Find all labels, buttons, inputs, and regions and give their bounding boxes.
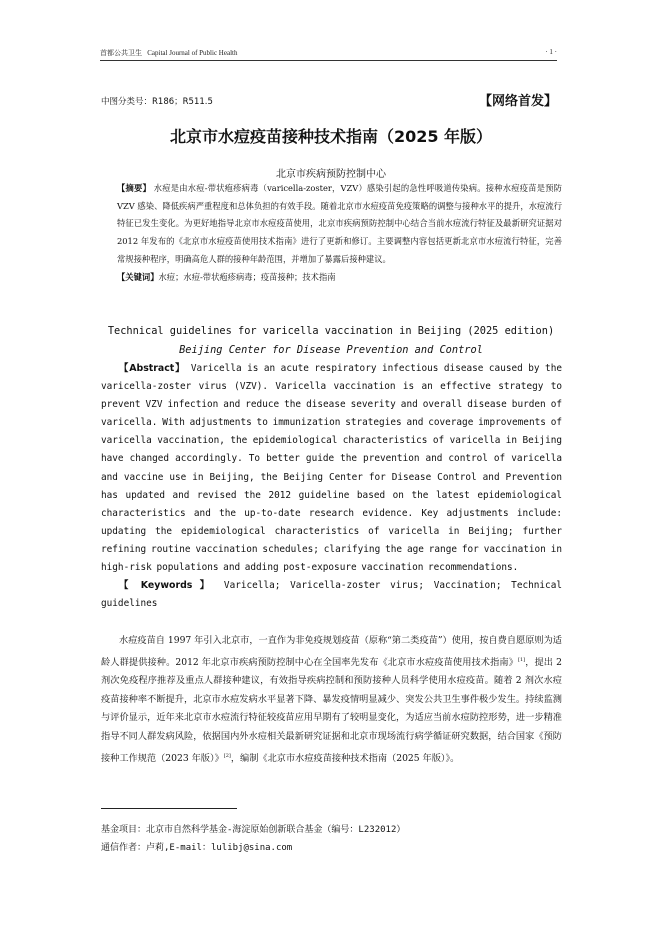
body-text-2: ，提出 2 剂次免疫程序推荐及重点人群接种建议，有效指导疾病控制和预防接种人员科学使用水痘疫苗。随着 2 剂次水痘疫苗接种率不断提升，北京市水痘发病水平显著下降、暴发疫情明显减少、突发公共卫生事件极少发生。持续监测与评价显示，近年来北京市水痘流行特征较疫苗应用早期有了较明显变化，为适应当前水痘防控形势，进一步精准指导不同人群发病风险，依据国内外水痘相关最新研究证据和北京市现场流行病学循证研究数据，结合国家《预防接种工作规范（2023 年版）》 [101,656,562,764]
author-label: 通信作者： [101,843,147,853]
body-paragraph [101,632,562,768]
keywords-en-label: 【 Keywords 】 [119,580,215,592]
footnote-author [101,840,292,853]
reference-2[interactable]: [2] [223,752,231,759]
english-organization: Beijing Center for Disease Prevention and Control [179,344,483,356]
english-title: Technical guidelines for varicella vaccination in Beijing (2025 edition) [107,325,555,337]
journal-name [100,48,237,58]
author-contact: 卢莉,E-mail：lulibj@sina.com [146,843,293,853]
author-organization: 北京市疾病预防控制中心 [276,169,386,180]
abstract-cn-paragraph [101,180,562,269]
header-divider [100,60,557,61]
abstract-cn-text: 水痘是由水痘-带状疱疹病毒（varicella-zoster，VZV）感染引起的急性呼吸道传染病。接种水痘疫苗是预防 VZV 感染、降低疾病严重程度和总体负担的有效手段。随着北京市水痘疫苗免疫策略的调整与接种水平的提升，水痘流行特征已发生变化。为更好地指导北京市水痘疫苗使用，北京市疾病预防控制中心结合当前水痘流行特征及最新研究证据对 2012 年发布的《北京市水痘疫苗使用技术指南》进行了更新和修订。主要调整内容包括更新北京市水痘流行特征，完善常规接种程序，明确高危人群的接种年龄范围，并增加了暴露后接种建议。 [117,183,562,264]
abstract-cn-label: 【摘要】 [117,183,151,193]
abstract-en-label: 【Abstract】 [119,363,186,374]
page-number: · 1 · [545,48,557,56]
abstract-en [101,360,562,613]
fund-label: 基金项目： [101,825,147,835]
footnote-fund [101,822,405,835]
keywords-cn-text: 水痘；水痘-带状疱疹病毒；疫苗接种；技术指南 [158,271,336,282]
reference-1[interactable]: [1] [518,656,526,663]
fund-text: 北京市自然科学基金-海淀原始创新联合基金（编号：L232012） [146,825,406,835]
abstract-en-text: Varicella is an acute respiratory infectious disease caused by the varicella-zoster virus (VZV). Varicella vaccination is an effective strategy to prevent VZV infection and reduce the disease severity and overall disease burden of varicella. With adjustments to immunization strategies and coverage improvements of varicella vaccination, the epidemiological characteristics of varicella in Beijing have changed accordingly. To better guide the prevention and control of varicella and vaccine use in Beijing, the Beijing Center for Disease Control and Prevention has updated and revised the 2012 guideline based on the latest epidemiological characteristics and the up-to-date research evidence. Key adjustments include: updating the epidemiological characteristics of varicella in Beijing; further refining routine vaccination schedules; clarifying the age range for vaccination in high-risk populations and adding post-exposure vaccination recommendations. [101,363,562,574]
classification-number: 中图分类号：R186；R511.5 [101,97,213,107]
abstract-en-paragraph [101,360,562,577]
keywords-cn [101,269,562,287]
journal-name-en: Capital Journal of Public Health [147,49,238,57]
footnote-divider [101,808,237,809]
body-text-3: ，编制《北京市水痘疫苗接种技术指南（2025 年版）》。 [230,752,460,764]
body-text-1: 水痘疫苗自 1997 年引入北京市，一直作为非免疫规划疫苗（原称“第二类疫苗”）使用，按自费自愿原则为适龄人群提供接种。2012 年北京市疾病预防控制中心在全国率先发布《北京市水痘疫苗使用技术指南》 [101,635,562,668]
online-first-tag: 【网络首发】 [478,94,557,109]
abstract-cn [101,180,562,286]
keywords-cn-label: 【关键词】 [117,271,159,282]
keywords-en-text: Varicella; Varicella-zoster virus; Vaccination; Technical guidelines [101,580,562,610]
article-title: 北京市水痘疫苗接种技术指南（2025 年版） [169,127,493,146]
journal-name-cn: 首都公共卫生 [100,49,142,57]
keywords-en [101,577,562,613]
